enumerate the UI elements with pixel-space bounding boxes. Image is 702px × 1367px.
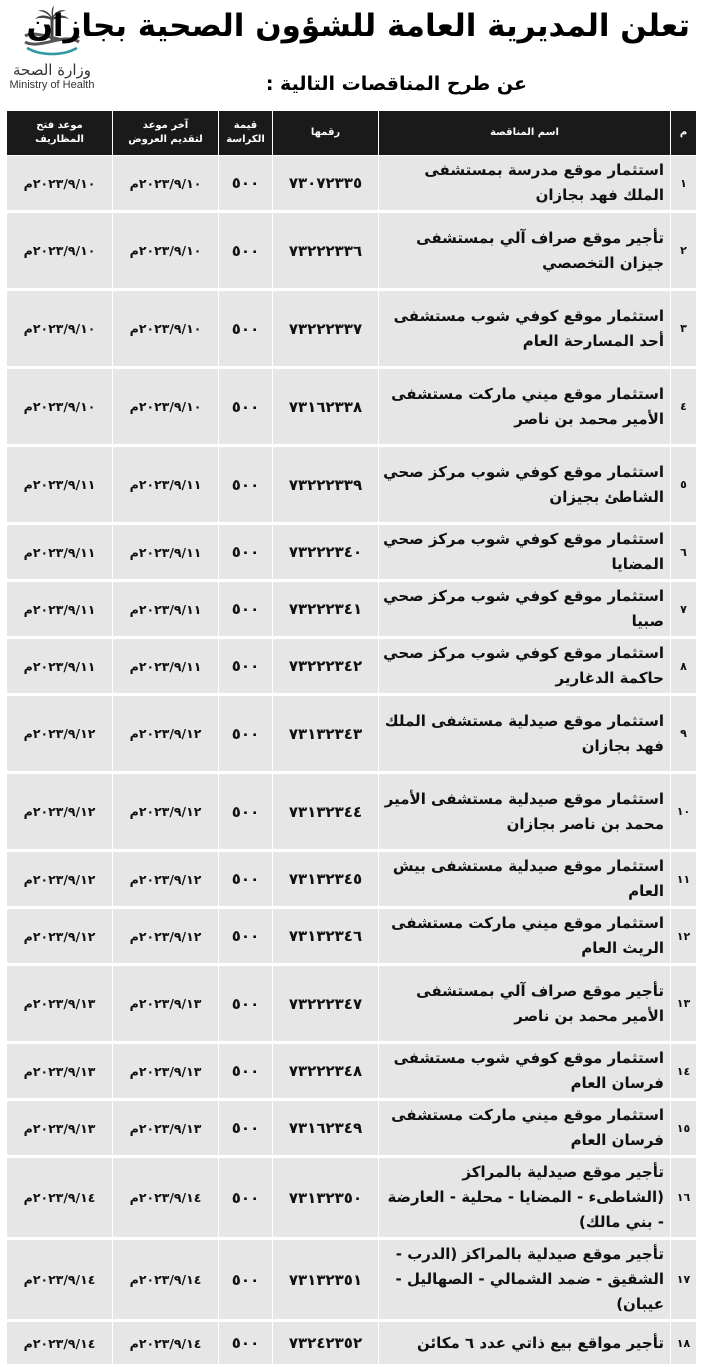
cell-last-submission-date: ٢٠٢٣/٩/١٢م (113, 908, 219, 965)
cell-envelope-opening-date: ٢٠٢٣/٩/١٣م (7, 965, 113, 1043)
cell-envelope-opening-date: ٢٠٢٣/٩/١١م (7, 524, 113, 581)
cell-last-submission-date: ٢٠٢٣/٩/١٤م (113, 1239, 219, 1321)
cell-booklet-price: ٥٠٠ (219, 1043, 273, 1100)
header-price (219, 111, 273, 156)
cell-num: ١٨ (671, 1321, 697, 1366)
cell-tender-code: ٧٣٢٢٢٣٣٧ (273, 290, 379, 368)
cell-tender-code: ٧٣٢٢٢٣٤٨ (273, 1043, 379, 1100)
announcement-header (0, 0, 702, 108)
header-open-date (7, 111, 113, 156)
cell-tender-code: ٧٣١٦٢٣٣٨ (273, 368, 379, 446)
cell-num: ١ (671, 156, 697, 212)
cell-last-submission-date: ٢٠٢٣/٩/١٤م (113, 1157, 219, 1239)
cell-booklet-price: ٥٠٠ (219, 156, 273, 212)
cell-last-submission-date: ٢٠٢٣/٩/١١م (113, 446, 219, 524)
logo-english-text: Ministry of Health (9, 79, 95, 91)
cell-tender-name: استثمار موقع مدرسة بمستشفى الملك فهد بجازان (379, 156, 671, 212)
cell-num: ١١ (671, 851, 697, 908)
table-row (7, 1321, 697, 1366)
cell-booklet-price: ٥٠٠ (219, 1239, 273, 1321)
cell-tender-name: استثمار موقع كوفي شوب مركز صحي المضايا (379, 524, 671, 581)
header-open-line2: المظاريف (35, 134, 84, 145)
cell-envelope-opening-date: ٢٠٢٣/٩/١٤م (7, 1239, 113, 1321)
cell-last-submission-date: ٢٠٢٣/٩/١٣م (113, 1100, 219, 1157)
cell-tender-name: استثمار موقع كوفي شوب مركز صحي حاكمة الدغارير (379, 638, 671, 695)
cell-envelope-opening-date: ٢٠٢٣/٩/١٢م (7, 773, 113, 851)
cell-tender-code: ٧٣٢٤٢٣٥٢ (273, 1321, 379, 1366)
cell-tender-name: استثمار موقع ميني ماركت مستشفى الأمير محمد بن ناصر (379, 368, 671, 446)
cell-tender-name: استثمار موقع كوفي شوب مركز صحي الشاطئ بجيزان (379, 446, 671, 524)
cell-num: ١٧ (671, 1239, 697, 1321)
tenders-table (6, 110, 697, 1367)
header-price-line1: قيمة (233, 120, 258, 131)
cell-booklet-price: ٥٠٠ (219, 446, 273, 524)
cell-envelope-opening-date: ٢٠٢٣/٩/١٢م (7, 695, 113, 773)
cell-tender-name: استثمار موقع ميني ماركت مستشفى الريث العام (379, 908, 671, 965)
cell-num: ٧ (671, 581, 697, 638)
cell-tender-code: ٧٣١٦٢٣٤٩ (273, 1100, 379, 1157)
cell-booklet-price: ٥٠٠ (219, 1157, 273, 1239)
cell-tender-name: استثمار موقع كوفي شوب مستشفى فرسان العام (379, 1043, 671, 1100)
cell-booklet-price: ٥٠٠ (219, 368, 273, 446)
cell-tender-code: ٧٣٢٢٢٣٣٦ (273, 212, 379, 290)
cell-tender-name: تأجير موقع صراف آلي بمستشفى جيزان التخصصي (379, 212, 671, 290)
cell-envelope-opening-date: ٢٠٢٣/٩/١٠م (7, 368, 113, 446)
cell-last-submission-date: ٢٠٢٣/٩/١٤م (113, 1321, 219, 1366)
cell-tender-code: ٧٣٢٢٢٣٤٢ (273, 638, 379, 695)
cell-num: ١٢ (671, 908, 697, 965)
header-name: اسم المناقصة (379, 111, 671, 156)
table-row (7, 1100, 697, 1157)
cell-tender-code: ٧٣١٣٢٣٤٤ (273, 773, 379, 851)
cell-num: ٥ (671, 446, 697, 524)
cell-last-submission-date: ٢٠٢٣/٩/١١م (113, 638, 219, 695)
cell-booklet-price: ٥٠٠ (219, 212, 273, 290)
table-header-row (7, 111, 697, 156)
cell-envelope-opening-date: ٢٠٢٣/٩/١٠م (7, 290, 113, 368)
cell-tender-code: ٧٣١٣٢٣٤٣ (273, 695, 379, 773)
cell-tender-name: استثمار موقع صيدلية مستشفى الأمير محمد بن ناصر بجازان (379, 773, 671, 851)
cell-envelope-opening-date: ٢٠٢٣/٩/١٣م (7, 1100, 113, 1157)
table-row (7, 638, 697, 695)
cell-tender-name: تأجير موقع صيدلية بالمراكز (الشاطىء - المضايا - محلية - العارضة - بني مالك) (379, 1157, 671, 1239)
cell-envelope-opening-date: ٢٠٢٣/٩/١٢م (7, 851, 113, 908)
cell-last-submission-date: ٢٠٢٣/٩/١٢م (113, 773, 219, 851)
cell-envelope-opening-date: ٢٠٢٣/٩/١٤م (7, 1321, 113, 1366)
table-row (7, 156, 697, 212)
cell-booklet-price: ٥٠٠ (219, 290, 273, 368)
cell-tender-code: ٧٣٢٢٢٣٤٠ (273, 524, 379, 581)
cell-tender-code: ٧٣٢٢٢٣٤١ (273, 581, 379, 638)
cell-num: ٦ (671, 524, 697, 581)
table-row (7, 524, 697, 581)
cell-booklet-price: ٥٠٠ (219, 581, 273, 638)
cell-envelope-opening-date: ٢٠٢٣/٩/١١م (7, 638, 113, 695)
cell-booklet-price: ٥٠٠ (219, 695, 273, 773)
cell-booklet-price: ٥٠٠ (219, 524, 273, 581)
cell-booklet-price: ٥٠٠ (219, 1100, 273, 1157)
cell-booklet-price: ٥٠٠ (219, 773, 273, 851)
header-price-line2: الكراسة (226, 134, 265, 145)
page-subtitle: عن طرح المناقصات التالية : (265, 73, 527, 95)
cell-last-submission-date: ٢٠٢٣/٩/١٠م (113, 368, 219, 446)
table-row (7, 695, 697, 773)
table-row (7, 446, 697, 524)
cell-tender-code: ٧٣٢٢٢٣٤٧ (273, 965, 379, 1043)
cell-last-submission-date: ٢٠٢٣/٩/١٠م (113, 212, 219, 290)
cell-num: ٣ (671, 290, 697, 368)
header-num: م (671, 111, 697, 156)
cell-last-submission-date: ٢٠٢٣/٩/١٠م (113, 290, 219, 368)
cell-envelope-opening-date: ٢٠٢٣/٩/١١م (7, 581, 113, 638)
table-row (7, 1043, 697, 1100)
cell-envelope-opening-date: ٢٠٢٣/٩/١٠م (7, 156, 113, 212)
cell-tender-name: تأجير موقع صيدلية بالمراكز (الدرب - الشقيق - ضمد الشمالي - الصهاليل - عيبان) (379, 1239, 671, 1321)
cell-booklet-price: ٥٠٠ (219, 1321, 273, 1366)
cell-envelope-opening-date: ٢٠٢٣/٩/١٠م (7, 212, 113, 290)
table-row (7, 1239, 697, 1321)
cell-tender-code: ٧٣٠٧٢٣٣٥ (273, 156, 379, 212)
cell-tender-name: استثمار موقع كوفي شوب مستشفى أحد المسارحة العام (379, 290, 671, 368)
header-code: رقمها (273, 111, 379, 156)
cell-num: ٢ (671, 212, 697, 290)
cell-booklet-price: ٥٠٠ (219, 851, 273, 908)
cell-booklet-price: ٥٠٠ (219, 638, 273, 695)
cell-envelope-opening-date: ٢٠٢٣/٩/١٢م (7, 908, 113, 965)
header-last-line1: آخر موعد (142, 120, 189, 131)
cell-num: ٨ (671, 638, 697, 695)
cell-num: ٤ (671, 368, 697, 446)
table-row (7, 290, 697, 368)
header-last-date (113, 111, 219, 156)
table-row (7, 851, 697, 908)
cell-tender-name: تأجير موقع صراف آلي بمستشفى الأمير محمد بن ناصر (379, 965, 671, 1043)
table-row (7, 1157, 697, 1239)
cell-last-submission-date: ٢٠٢٣/٩/١٠م (113, 156, 219, 212)
cell-num: ٩ (671, 695, 697, 773)
logo-arabic-text: وزارة الصحة (13, 61, 91, 79)
cell-last-submission-date: ٢٠٢٣/٩/١١م (113, 581, 219, 638)
cell-last-submission-date: ٢٠٢٣/٩/١٢م (113, 695, 219, 773)
cell-tender-code: ٧٣١٣٢٣٥٠ (273, 1157, 379, 1239)
cell-tender-code: ٧٣١٣٢٣٥١ (273, 1239, 379, 1321)
cell-envelope-opening-date: ٢٠٢٣/٩/١١م (7, 446, 113, 524)
table-row (7, 581, 697, 638)
table-row (7, 368, 697, 446)
cell-num: ١٤ (671, 1043, 697, 1100)
cell-tender-code: ٧٣١٣٢٣٤٦ (273, 908, 379, 965)
header-open-line1: موعد فتح (36, 120, 83, 131)
cell-tender-name: استثمار موقع ميني ماركت مستشفى فرسان العام (379, 1100, 671, 1157)
cell-tender-name: تأجير مواقع بيع ذاتي عدد ٦ مكائن (379, 1321, 671, 1366)
cell-num: ١٠ (671, 773, 697, 851)
table-row (7, 212, 697, 290)
cell-last-submission-date: ٢٠٢٣/٩/١٣م (113, 965, 219, 1043)
cell-last-submission-date: ٢٠٢٣/٩/١٣م (113, 1043, 219, 1100)
cell-last-submission-date: ٢٠٢٣/٩/١١م (113, 524, 219, 581)
cell-envelope-opening-date: ٢٠٢٣/٩/١٣م (7, 1043, 113, 1100)
cell-tender-code: ٧٣١٣٢٣٤٥ (273, 851, 379, 908)
page-title: تعلن المديرية العامة للشؤون الصحية بجازان (26, 8, 690, 44)
table-row (7, 908, 697, 965)
cell-booklet-price: ٥٠٠ (219, 965, 273, 1043)
cell-tender-name: استثمار موقع صيدلية مستشفى الملك فهد بجازان (379, 695, 671, 773)
cell-booklet-price: ٥٠٠ (219, 908, 273, 965)
table-row (7, 773, 697, 851)
cell-num: ١٣ (671, 965, 697, 1043)
cell-tender-code: ٧٣٢٢٢٣٣٩ (273, 446, 379, 524)
table-row (7, 965, 697, 1043)
cell-last-submission-date: ٢٠٢٣/٩/١٢م (113, 851, 219, 908)
cell-tender-name: استثمار موقع كوفي شوب مركز صحي صبيا (379, 581, 671, 638)
cell-num: ١٥ (671, 1100, 697, 1157)
header-last-line2: لتقديم العروض (128, 134, 203, 145)
cell-num: ١٦ (671, 1157, 697, 1239)
cell-envelope-opening-date: ٢٠٢٣/٩/١٤م (7, 1157, 113, 1239)
cell-tender-name: استثمار موقع صيدلية مستشفى بيش العام (379, 851, 671, 908)
